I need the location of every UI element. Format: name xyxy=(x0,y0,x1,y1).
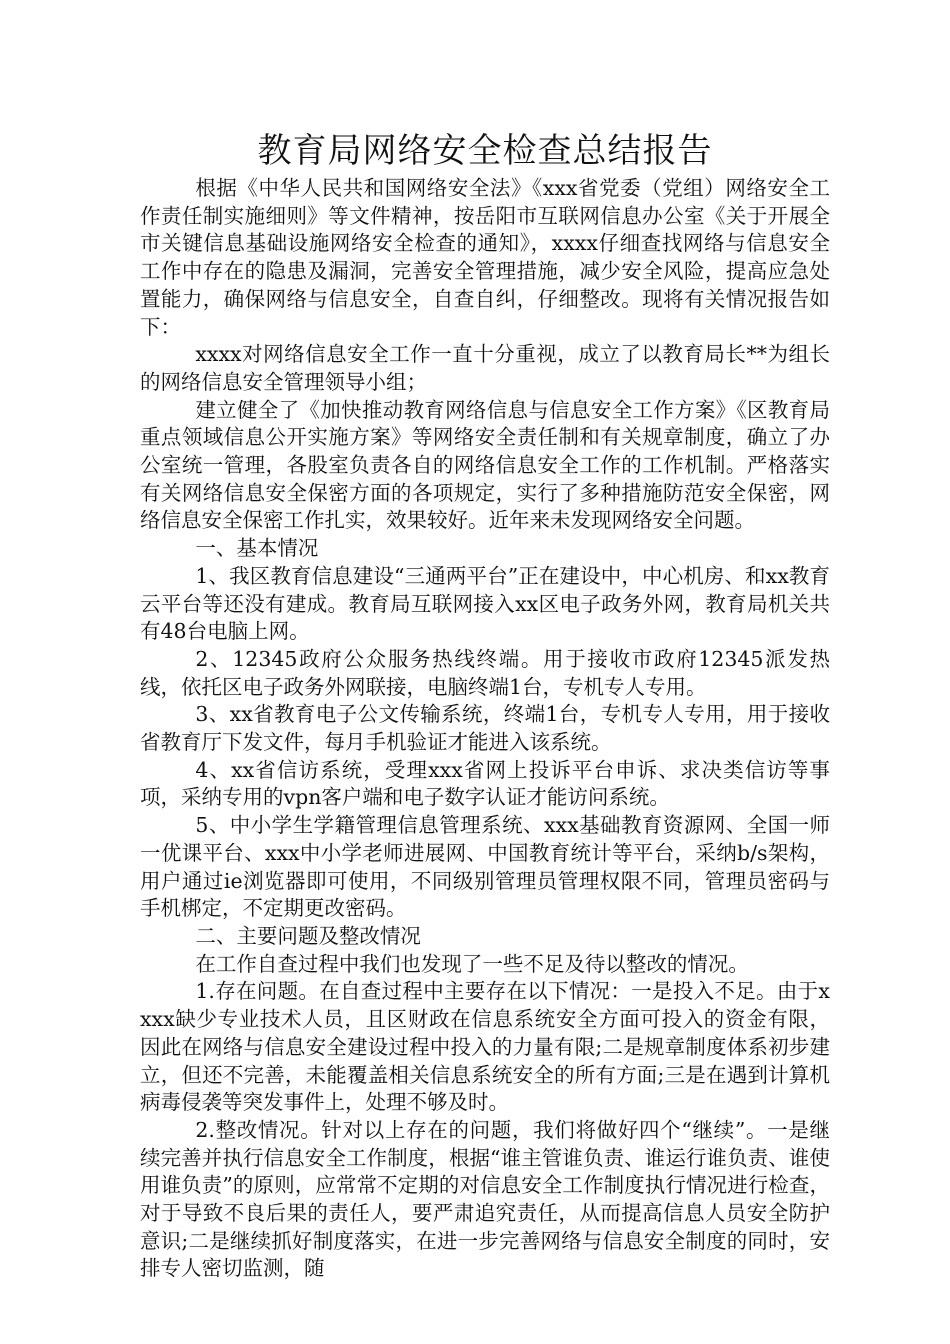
paragraph-rectification: 2.整改情况。针对以上存在的问题，我们将做好四个“继续”。一是继续完善并执行信息安全工作制度，根据“谁主管谁负责、谁运行谁负责、谁使用谁负责”的原则，应常常不定期的对信息安全工作制度执行情况进行检查，对于导致不良后果的责任人，要严肃追究责任，从而提高信息人员安全防护意识;二是继续抓好制度落实，在进一步完善网络与信息安全制度的同时，安排专人密切监测，随 xyxy=(140,1117,830,1281)
paragraph-item-1: 1、我区教育信息建设“三通两平台”正在建设中，中心机房、和xx教育云平台等还没有建成。教育局互联网接入xx区电子政务外网，教育局机关共有48台电脑上网。 xyxy=(140,563,830,644)
section-heading-problems: 二、主要问题及整改情况 xyxy=(195,923,421,948)
paragraph-item-2: 2、12345政府公众服务热线终端。用于接收市政府12345派发热线，依托区电子政务外网联接，电脑终端1台，专机专人专用。 xyxy=(140,646,830,699)
paragraph-leadership: xxxx对网络信息安全工作一直十分重视，成立了以教育局长**为组长的网络信息安全管理领导小组； xyxy=(140,342,830,394)
paragraph-item-4: 4、xx省信访系统，受理xxx省网上投诉平台申诉、求决类信访等事项，采纳专用的vpn客户端和电子数字认证才能访问系统。 xyxy=(140,757,830,810)
document-title: 教育局网络安全检查总结报告 xyxy=(257,131,713,171)
paragraph-item-3: 3、xx省教育电子公文传输系统，终端1台，专机专人专用，用于接收省教育厅下发文件，每月手机验证才能进入该系统。 xyxy=(140,702,830,755)
paragraph-item-5: 5、中小学生学籍管理信息管理系统、xxx基础教育资源网、全国一师一优课平台、xxx中小学老师进展网、中国教育统计等平台，采纳b/s架构，用户通过ie浏览器即可使用，不同级别管理员管理权限不同，管理员密码与手机梆定，不定期更改密码。 xyxy=(140,813,830,921)
paragraph-regulations: 建立健全了《加快推动教育网络信息与信息安全工作方案》《区教育局重点领域信息公开实施方案》等网络安全责任制和有关规章制度，确立了办公室统一管理，各股室负责各自的网络信息安全工作的工作机制。严格落实有关网络信息安全保密方面的各项规定，实行了多种措施防范安全保密，网络信息安全保密工作扎实，效果较好。近年来未发现网络安全问题。 xyxy=(140,397,830,533)
paragraph-intro: 根据《中华人民共和国网络安全法》《xxx省党委（党组）网络安全工作责任制实施细则》等文件精神，按岳阳市互联网信息办公室《关于开展全市关键信息基础设施网络安全检查的通知》，xxxx仔细查找网络与信息安全工作中存在的隐患及漏洞，完善安全管理措施，减少安全风险，提高应急处置能力，确保网络与信息安全，自查自纠，仔细整改。现将有关情况报告如下： xyxy=(140,176,830,339)
document-page xyxy=(140,128,830,1283)
paragraph-problems: 1.存在问题。在自查过程中主要存在以下情况：一是投入不足。由于xxxx缺少专业技术人员，且区财政在信息系统安全方面可投入的资金有限，因此在网络与信息安全建设过程中投入的力量有限;二是规章制度体系初步建立，但还不完善，未能覆盖相关信息系统安全的所有方面;三是在遇到计算机病毒侵袭等突发事件上，处理不够及时。 xyxy=(140,979,830,1115)
paragraph-self-check: 在工作自查过程中我们也发现了一些不足及待以整改的情况。 xyxy=(195,951,749,976)
section-heading-basic: 一、基本情况 xyxy=(195,536,319,561)
